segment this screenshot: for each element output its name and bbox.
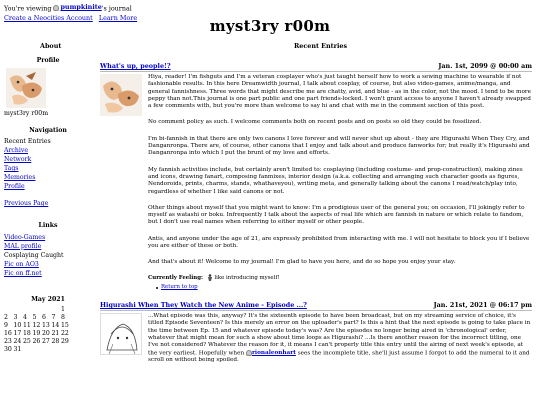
links-heading: Links [38, 222, 58, 229]
nav-memories-link[interactable]: Memories [4, 174, 36, 182]
return-to-top-link[interactable]: Return to top [161, 284, 198, 291]
calendar-day[interactable]: 19 [32, 329, 41, 337]
entry-paragraph: I'm bi-fannish in that there are only two canons I love forever and will never shut up about - they are Higurashi When They Cry, and Danganronpa. There are, of course, other canons that I enjoy and talk about and produce fanworks for; but really it's Higurashi and Danganronpa into which I put the brunt of my love and efforts. [148, 135, 530, 157]
entry-userpic [100, 313, 142, 355]
entry-userpic [100, 74, 142, 116]
calendar-title: May 2021 [31, 295, 65, 303]
entry-paragraph: My fannish activities include, but certainly aren't limited to: cosplaying (including costume- and prop-construction), making zines and icons, drawing fanart, composing fanmixes, interior design (a.k.a. collecting and arranging such character goods as figures, Nendoroids, prints, charms, stands, whathaveyou), writing meta, and generally talking about the canons I read/watch/play into, regardless of whether I like said canons or not. [148, 166, 523, 195]
link-cosplaying-caught: Cosplaying Caught [4, 251, 64, 259]
link-fic-ffnet[interactable]: Fic on ff.net [4, 269, 42, 277]
calendar-day [23, 306, 33, 314]
feeling-value: like introducing myself! [214, 274, 280, 281]
previous-page-link[interactable]: Previous Page [4, 200, 49, 208]
calendar-day[interactable]: 20 [42, 329, 50, 337]
calendar-day[interactable]: 1 [61, 305, 65, 313]
entry-title-link[interactable]: Higurashi When They Watch the New Anime - Episode ...? [100, 301, 307, 310]
entry-paragraph: Other things about myself that you might want to know: I'm a prodigious user of the general you; on occasion, I'll jokingly refer to myself as watashi or boku. Infrequently I talk about the aspects of real life which are fannish in nature or which relate to fandom, but I don't use real names when referring to either myself or other people. [148, 204, 525, 226]
entry-paragraph: Antis, and anyone under the age of 21, are expressly prohibited from interacting with me. I will not hesitate to block you if I believe you are either of these or both. [148, 235, 530, 250]
entry-header [100, 62, 532, 72]
calendar-day[interactable]: 21 [51, 329, 60, 337]
calendar-day [14, 306, 24, 314]
calendar-week [4, 346, 92, 354]
sidebar [4, 57, 92, 354]
calendar-day[interactable]: 30 [4, 345, 12, 353]
nav-recent-entries: Recent Entries [4, 138, 51, 146]
calendar-day[interactable]: 31 [13, 345, 22, 353]
calendar-day[interactable]: 2 [4, 313, 8, 321]
calendar-day[interactable]: 9 [4, 321, 8, 329]
calendar-day[interactable]: 17 [13, 329, 22, 337]
calendar-day [33, 346, 43, 354]
calendar-week [4, 314, 92, 322]
journal-username-link[interactable]: pumpkinite [60, 3, 102, 11]
calendar-day[interactable]: 7 [51, 313, 56, 321]
calendar-day [52, 346, 62, 354]
calendar-day[interactable]: 14 [51, 321, 60, 329]
calendar-day[interactable]: 18 [23, 329, 31, 337]
viewing-suffix: 's journal [101, 4, 132, 13]
calendar-day[interactable]: 26 [32, 337, 41, 345]
calendar-day [42, 306, 52, 314]
about-heading: About [40, 42, 62, 50]
entry-paragraph: ...What episode was this, anyway? It's the sixteenth episode to have been broadcast, but on my streaming service of choice, it's titled Episode Seventeen? Is this merely an error on the uploader's part? Is this a hint that the next episode is going to take place in the time between Ep. 15 and whatever episode today's was? Are the episodes no longer being aired in 'chronological' order, whatever that might mean for such a show about time loops as Higurashi? ...Is there another reason for the incorrect titling, one I've not considered? Whatever the reason for it, it means I can't properly title this entry until the airing of next week's episode, at the very earliest. Hopefully when rionaleonhart sees the incomplete title, she'll just assume I forgot to add the numeral to it and scroll on without being spoiled. [148, 313, 531, 364]
nav-archive-link[interactable]: Archive [4, 147, 29, 155]
calendar-day [23, 346, 33, 354]
calendar-day[interactable]: 8 [61, 313, 65, 321]
nav-network-link[interactable]: Network [4, 156, 32, 164]
calendar [4, 296, 92, 354]
calendar-day [4, 306, 14, 314]
entry-date: Jan. 1st, 2099 @ 00:00 am [438, 62, 532, 70]
mention-user-link[interactable]: rionaleonhart [251, 350, 296, 357]
calendar-week [4, 322, 92, 330]
calendar-day[interactable]: 22 [61, 329, 69, 337]
nav-profile-link[interactable]: Profile [4, 183, 25, 191]
entry-paragraph: No comment policy as such. I welcome comments both on recent posts and on posts so old they could be fossilized. [148, 119, 482, 126]
site-title: myst3ry r00m [209, 17, 331, 35]
calendar-day [33, 306, 43, 314]
link-fic-ao3[interactable]: Fic on AO3 [4, 260, 39, 268]
entry-paragraph: Hiya, reader! I'm fishguts and I'm a veteran cosplayer who's just taught herself how to work a sewing machine to wearable if not fashionable results. In this here Dreamwidth journal, I talk about cosplay, of course, but also video-games, anime/manga, and general fannishness. Three words that might describe me are chatty, avid, and blue - as in the color, not the mood. I tend to be more peppy than not.This journal is one part public and one part friends-locked. I won't grant access to anyone I haven't already swapped a few comments with, but you're more than welcome to say hi and chat with me in the comment section of this post. [148, 74, 531, 110]
calendar-day[interactable]: 5 [32, 313, 37, 321]
profile-heading: Profile [36, 57, 60, 64]
calendar-day[interactable]: 25 [23, 337, 31, 345]
entry-paragraph: And that's about it! Welcome to my journal! I'm glad to have you here, and do so hope you enjoy your stay. [148, 259, 456, 266]
calendar-day[interactable]: 11 [23, 321, 31, 329]
calendar-day[interactable]: 27 [42, 337, 50, 345]
calendar-day[interactable]: 12 [32, 321, 41, 329]
entry-date: Jan. 21st, 2021 @ 06:17 pm [433, 301, 532, 310]
user-icon[interactable] [53, 5, 59, 11]
profile-name: myst3ry r00m [4, 109, 49, 117]
learn-more-link[interactable]: Learn More [98, 13, 138, 22]
calendar-day[interactable]: 3 [13, 313, 18, 321]
calendar-week [4, 338, 92, 346]
nav-tags-link[interactable]: Tags [4, 165, 19, 173]
calendar-day[interactable]: 28 [51, 337, 60, 345]
calendar-week [4, 306, 92, 314]
calendar-day[interactable]: 16 [4, 329, 12, 337]
calendar-day [42, 346, 52, 354]
calendar-day[interactable]: 23 [4, 337, 12, 345]
recent-entries-heading: Recent Entries [294, 42, 348, 50]
calendar-day[interactable]: 10 [13, 321, 22, 329]
calendar-day [52, 306, 62, 314]
link-mal-profile[interactable]: MAL profile [4, 242, 42, 250]
main-content [100, 62, 532, 374]
calendar-day[interactable]: 6 [42, 313, 46, 321]
calendar-day[interactable]: 13 [42, 321, 50, 329]
calendar-grid [4, 306, 92, 354]
bullet-icon [156, 287, 158, 289]
viewing-prefix: You're viewing [4, 4, 52, 13]
entry-higurashi [100, 301, 532, 365]
calendar-day[interactable]: 24 [13, 337, 22, 345]
entry-title-link[interactable]: What's up, people!? [100, 62, 171, 70]
create-account-link[interactable]: Create a Neocities Account [4, 13, 93, 22]
profile-avatar[interactable] [6, 68, 46, 108]
mood-icon [207, 274, 213, 281]
calendar-day[interactable]: 15 [61, 321, 69, 329]
calendar-week [4, 330, 92, 338]
entry-header [100, 301, 532, 311]
feeling-label: Currently Feeling: [148, 274, 203, 281]
current-feeling [148, 274, 532, 282]
calendar-day[interactable]: 4 [23, 313, 27, 321]
calendar-day[interactable]: 29 [61, 337, 69, 345]
calendar-day [61, 346, 71, 354]
link-video-games[interactable]: Video-Games [4, 233, 46, 241]
navigation-heading: Navigation [29, 126, 67, 134]
entry-intro [100, 62, 532, 291]
